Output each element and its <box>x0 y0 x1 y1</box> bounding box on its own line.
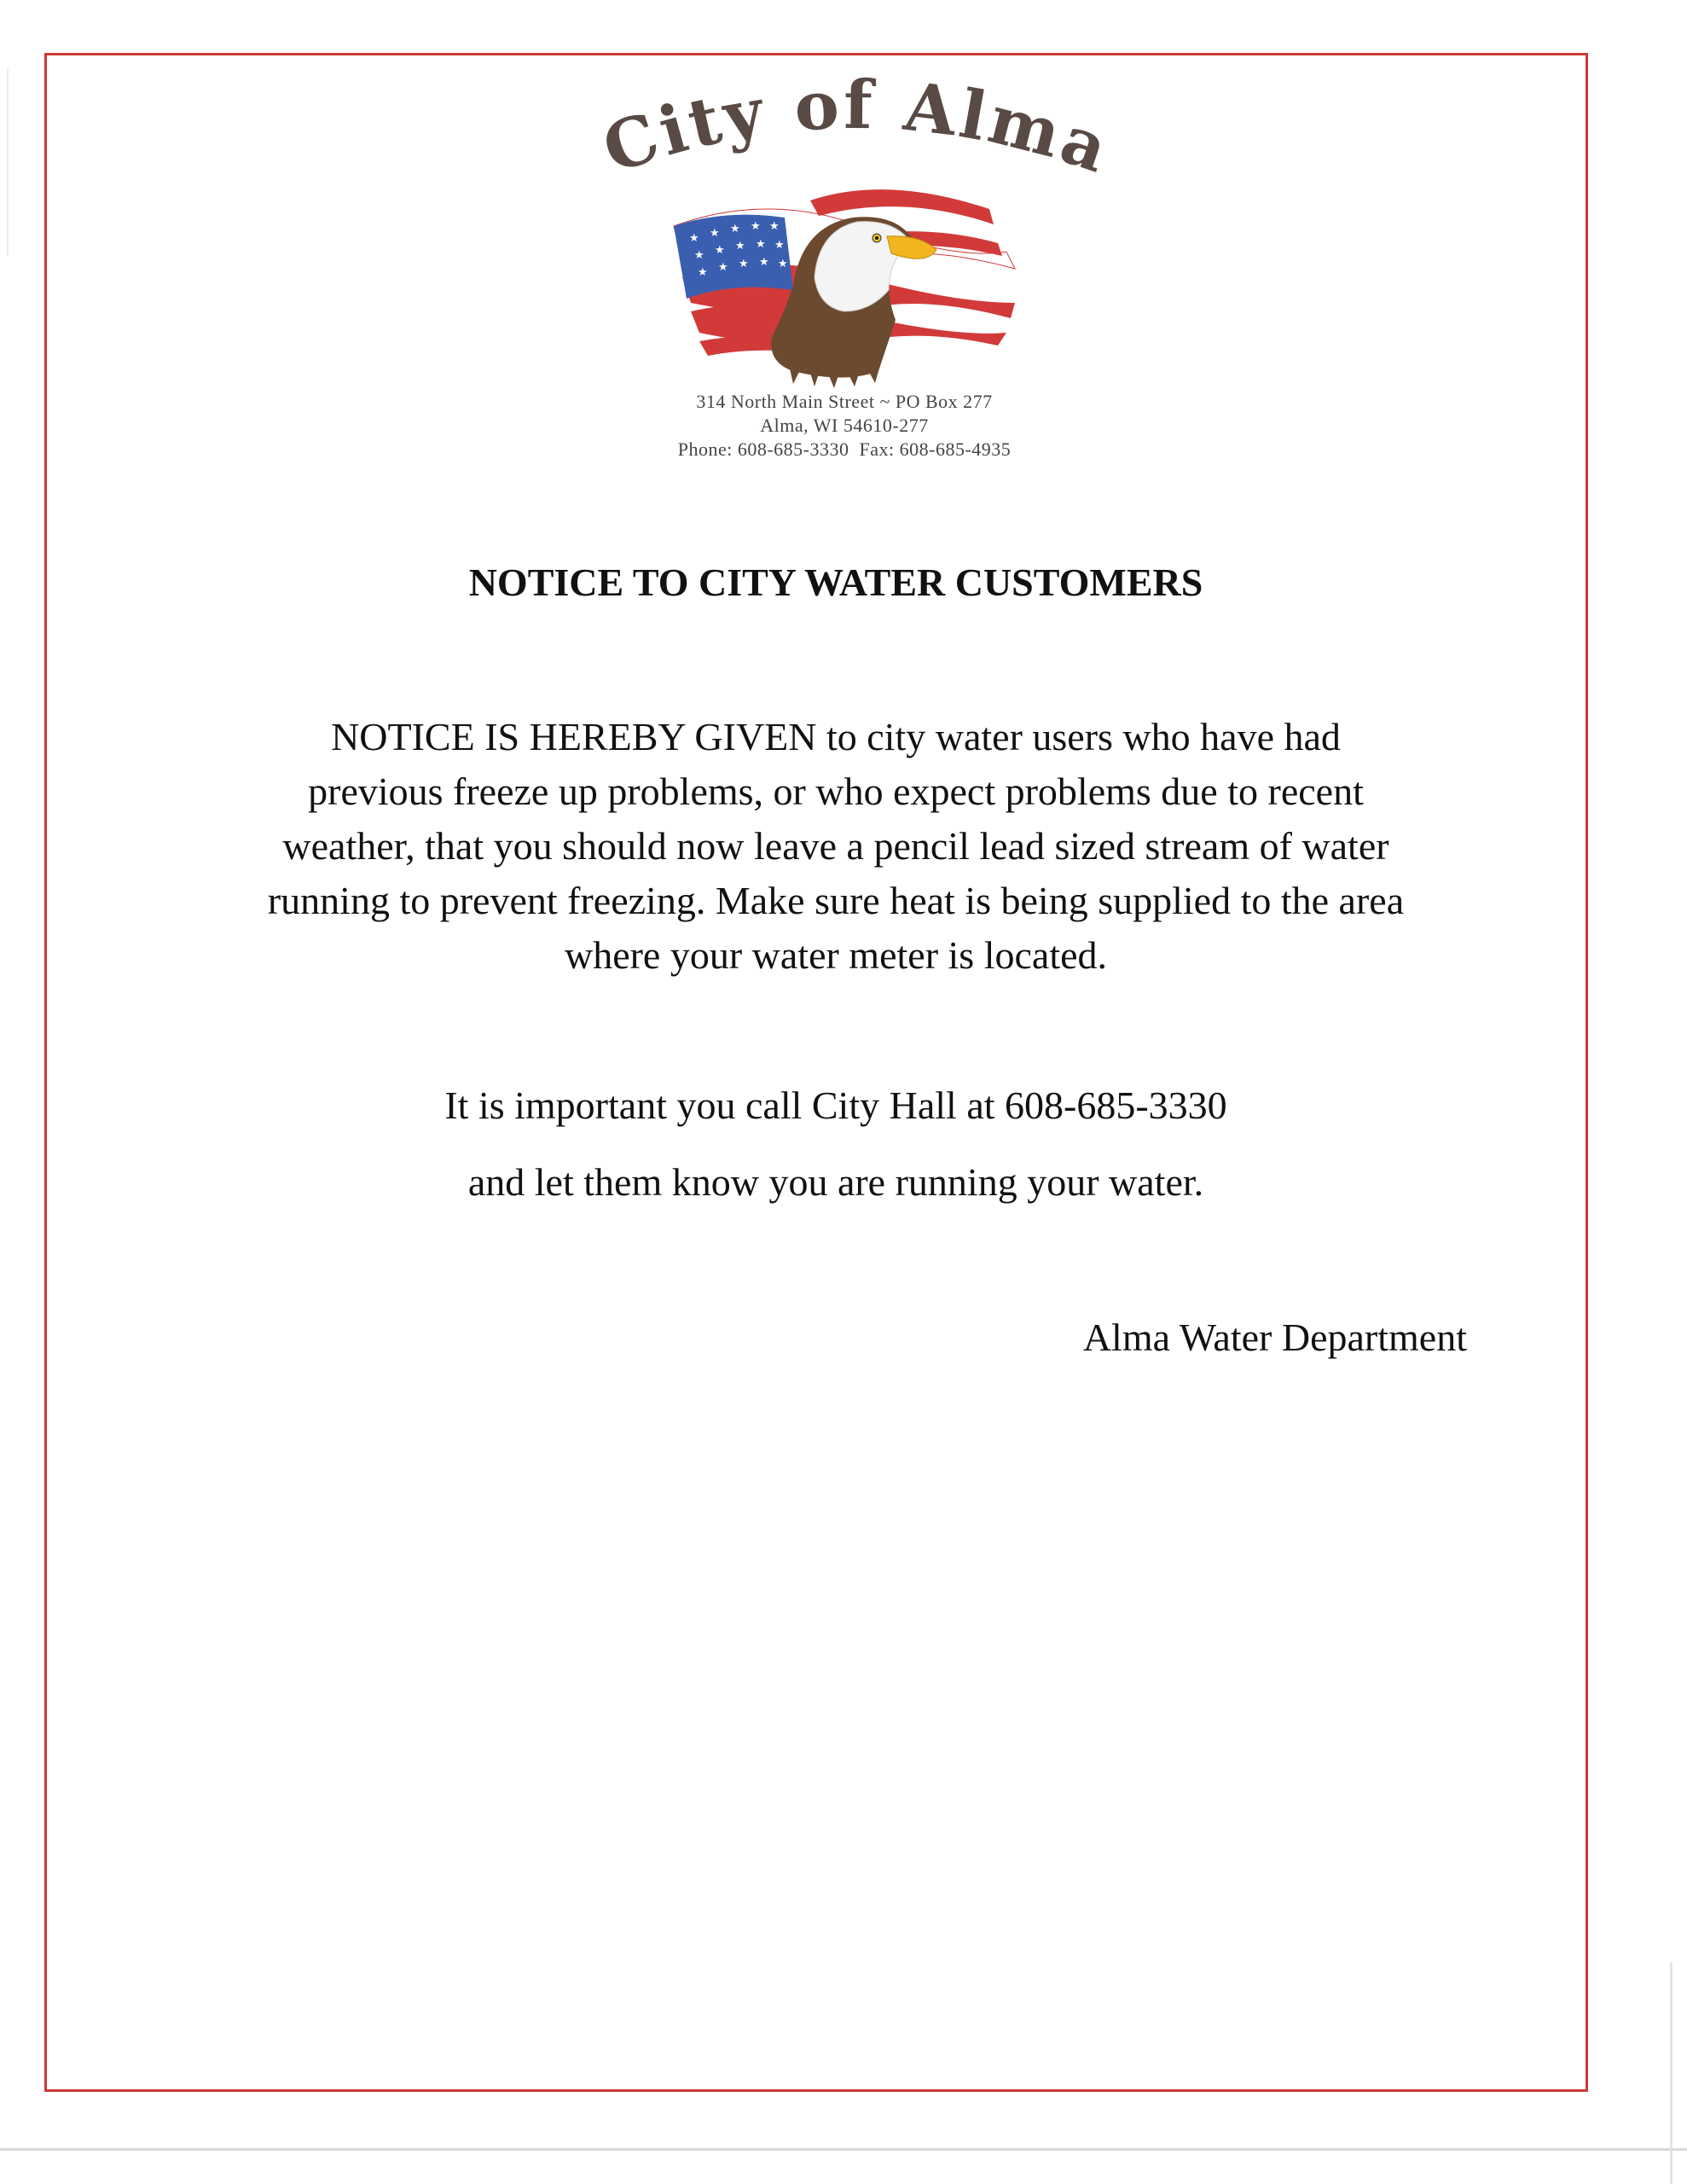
notice-body-line: previous freeze up problems, or who expect problems due to recent <box>308 770 1364 813</box>
svg-text:★: ★ <box>689 232 699 245</box>
svg-text:★: ★ <box>769 220 780 233</box>
notice-body-line: weather, that you should now leave a pencil lead sized stream of water <box>282 824 1389 868</box>
svg-text:★: ★ <box>739 258 749 270</box>
phone-fax: Phone: 608-685-3330 Fax: 608-685-4935 <box>677 439 1012 460</box>
notice-body-line: where your water meter is located. <box>564 933 1108 977</box>
svg-text:★: ★ <box>715 244 725 257</box>
signature-department: Alma Water Department <box>1082 1316 1467 1359</box>
notice-body-line: running to prevent freezing. Make sure heat is being supplied to the area <box>267 879 1405 922</box>
city-state-zip: Alma, WI 54610-277 <box>760 415 929 436</box>
svg-text:★: ★ <box>735 240 745 253</box>
svg-text:★: ★ <box>756 238 766 251</box>
svg-text:★: ★ <box>759 256 769 269</box>
notice-body <box>171 710 1501 983</box>
eagle-flag-emblem <box>665 175 1023 388</box>
svg-text:★: ★ <box>751 220 761 233</box>
svg-text:★: ★ <box>774 239 785 252</box>
svg-text:★: ★ <box>730 223 740 235</box>
scan-edge-right <box>1670 1962 1673 2184</box>
scan-edge-bottom <box>0 2148 1687 2151</box>
running-water-line: and let them know you are running your water. <box>467 1160 1204 1204</box>
svg-text:★: ★ <box>718 261 728 274</box>
svg-text:★: ★ <box>698 266 708 279</box>
notice-body-line: NOTICE IS HEREBY GIVEN to city water users who have had <box>331 715 1341 758</box>
scan-edge-left <box>7 68 9 256</box>
street-address: 314 North Main Street ~ PO Box 277 <box>696 391 993 412</box>
svg-text:City of Alma: City of Alma <box>594 66 1121 189</box>
svg-text:★: ★ <box>694 249 704 262</box>
svg-text:★: ★ <box>710 227 720 240</box>
address-block <box>546 390 1143 462</box>
call-city-hall-line: It is important you call City Hall at 608-685-3330 <box>444 1083 1227 1127</box>
notice-heading: NOTICE TO CITY WATER CUSTOMERS <box>468 561 1203 604</box>
svg-text:★: ★ <box>778 258 788 270</box>
